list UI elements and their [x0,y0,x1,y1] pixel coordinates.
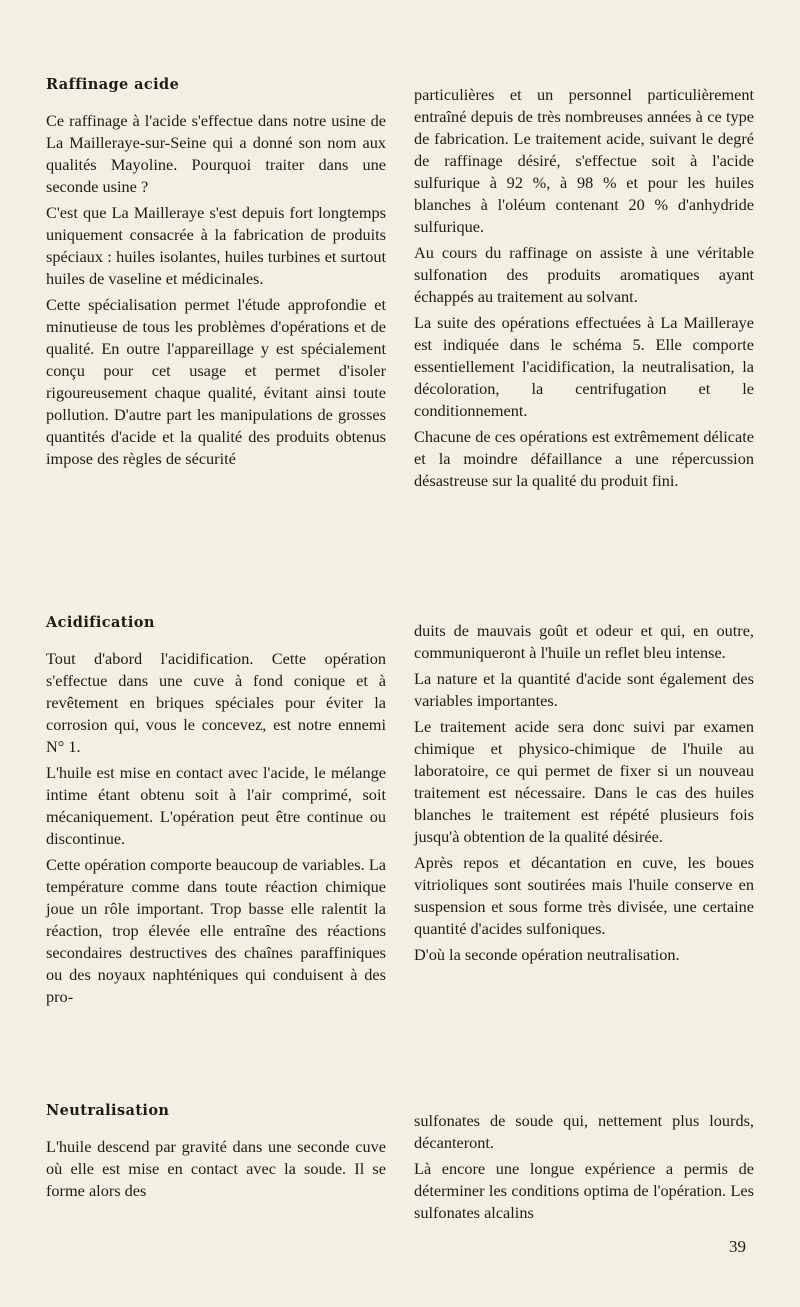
paragraph: Le traitement acide sera donc suivi par examen chimique et physico-chimique de l'huile au laboratoire, ce qui permet de fixer si un nouveau traitement est nécessaire. Dans le cas des huiles blanches le traitement est répété plusieurs fois jusqu'à obtention de la qualité désirée. [414,717,754,846]
section-neutralisation [46,1102,776,1228]
paragraph: C'est que La Mailleraye s'est depuis fort longtemps uniquement consacrée à la fabrication de produits spéciaux : huiles isolantes, huiles turbines et surtout huiles de vaseline et médicinales. [46,203,386,288]
paragraph: Après repos et décantation en cuve, les boues vitrioliques sont soutirées mais l'huile conserve en suspension et sous forme très divisée, une certaine quantité d'acides sulfoniques. [414,853,754,938]
left-column [46,614,386,1012]
paragraph: duits de mauvais goût et odeur et qui, en outre, communiqueront à l'huile un reflet bleu intense. [414,621,754,662]
section-heading: Neutralisation [46,1102,170,1119]
paragraph: sulfonates de soude qui, nettement plus lourds, décanteront. [414,1111,754,1152]
section-acidification [46,614,776,1012]
paragraph: L'huile est mise en contact avec l'acide, le mélange intime étant obtenu soit à l'air comprimé, soit mécaniquement. L'opération peut être continue ou discontinue. [46,763,386,848]
paragraph: Au cours du raffinage on assiste à une véritable sulfonation des produits aromatiques ayant échappés au traitement au solvant. [414,243,754,306]
left-column [46,1102,386,1228]
right-column [414,614,754,1012]
paragraph: Cette spécialisation permet l'étude approfondie et minutieuse de tous les problèmes d'opérations et de qualité. En outre l'appareillage y est spécialement conçu pour cet usage et permet d'isoler rigoureusement chaque qualité, évitant ainsi toute pollution. D'autre part les manipulations de grosses quantités d'acide et la qualité des produits obtenus impose des règles de sécurité [46,295,386,468]
paragraph: particulières et un personnel particulièrement entraîné depuis de très nombreuses années à ce type de fabrication. Le traitement acide, suivant le degré de raffinage désiré, s'effectue soit à l'acide sulfurique à 92 %, à 98 % et pour les huiles blanches à l'oléum contenant 20 % d'anhydride sulfurique. [414,85,754,236]
right-column [414,1102,754,1228]
paragraph: Là encore une longue expérience a permis de déterminer les conditions optima de l'opération. Les sulfonates alcalins [414,1159,754,1222]
paragraph: Ce raffinage à l'acide s'effectue dans notre usine de La Mailleraye-sur-Seine qui a donné son nom aux qualités Mayoline. Pourquoi traiter dans une seconde usine ? [46,111,386,196]
paragraph: La nature et la quantité d'acide sont également des variables importantes. [414,669,754,710]
section-raffinage-acide [46,76,776,496]
page-number: 39 [729,1237,746,1256]
left-column [46,76,386,496]
section-heading: Acidification [46,614,155,631]
paragraph: Cette opération comporte beaucoup de variables. La température comme dans toute réaction chimique joue un rôle important. Trop basse elle ralentit la réaction, trop élevée elle entraîne des réactions secondaires destructives des chaînes paraffiniques ou des noyaux naphténiques qui conduisent à des pro- [46,855,386,1006]
right-column [414,76,754,496]
paragraph: Chacune de ces opérations est extrêmement délicate et la moindre défaillance a une répercussion désastreuse sur la qualité du produit fini. [414,427,754,490]
section-heading: Raffinage acide [46,76,180,93]
paragraph: Tout d'abord l'acidification. Cette opération s'effectue dans une cuve à fond conique et à revêtement en briques spéciales pour éviter la corrosion qui, vous le concevez, est notre ennemi N° 1. [46,649,386,756]
paragraph: L'huile descend par gravité dans une seconde cuve où elle est mise en contact avec la soude. Il se forme alors des [46,1137,386,1200]
paragraph: D'où la seconde opération neutralisation. [414,945,680,964]
paragraph: La suite des opérations effectuées à La Mailleraye est indiquée dans le schéma 5. Elle comporte essentiellement l'acidification, la neutralisation, la décoloration, la centrifugation et le conditionnement. [414,313,754,420]
